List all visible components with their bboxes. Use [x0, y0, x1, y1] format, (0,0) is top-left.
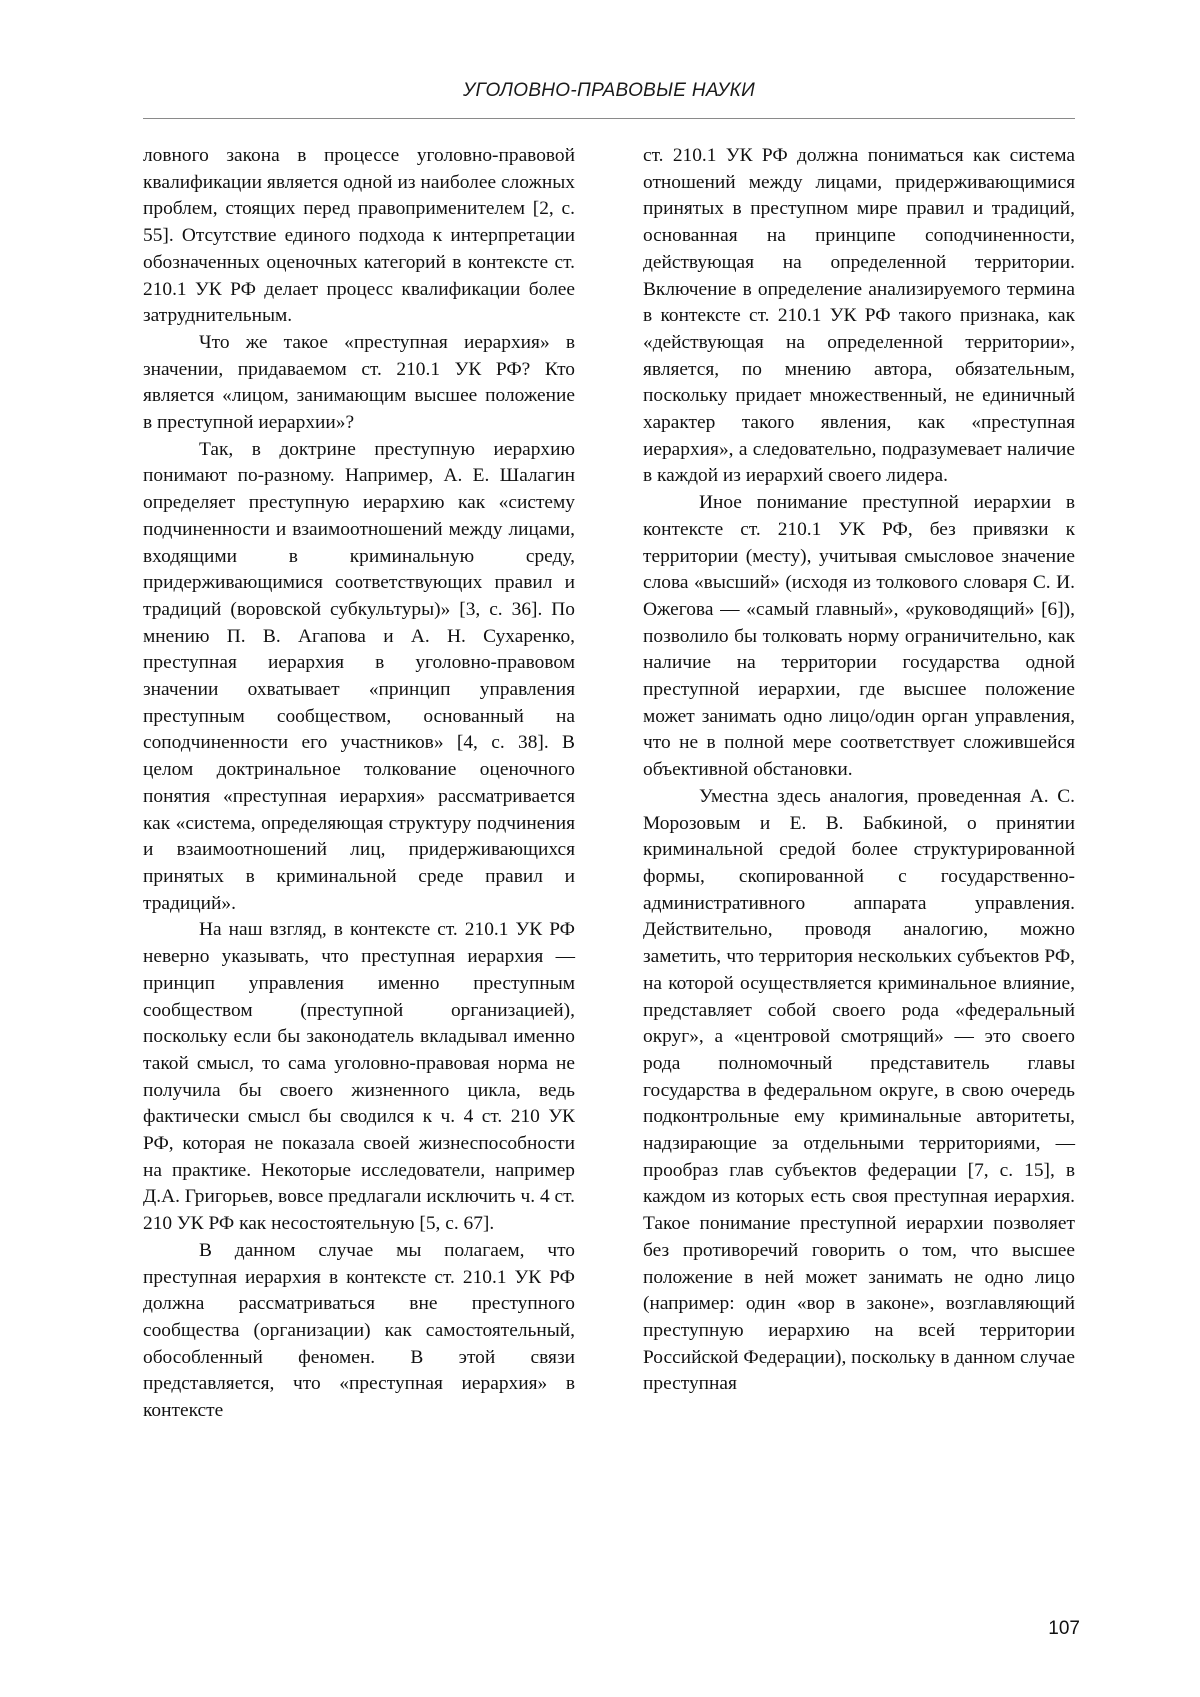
paragraph: ловного закона в процессе уголовно-правовой квалификации является одной из наиболее сложных проблем, стоящих перед правоприменителем [2, с. 55]. Отсутствие единого подхода к интерпретации обозначенных оценочных категорий в контексте ст. 210.1 УК РФ делает процесс квалификации более затруднительным. — [143, 145, 575, 327]
paragraph: В данном случае мы полагаем, что преступная иерархия в контексте ст. 210.1 УК РФ должна рассматриваться вне преступного сообщества (организации) как самостоятельный, обособленный феномен. В этой связи представляется, что «преступная иерархия» в контексте — [143, 1239, 575, 1422]
running-header: УГОЛОВНО-ПРАВОВЫЕ НАУКИ — [463, 80, 755, 101]
paragraph: Что же такое «преступная иерархия» в значении, придаваемом ст. 210.1 УК РФ? Кто является «лицом, занимающим высшее положение в преступной иерархии»? — [143, 331, 575, 434]
paragraph: На наш взгляд, в контексте ст. 210.1 УК РФ неверно указывать, что преступная иерархия — принцип управления именно преступным сообществом (преступной организацией), поскольку если бы законодатель вкладывал именно такой смысл, то сама уголовно-правовая норма не получила бы своего жизненного цикла, ведь фактически смысл бы сводился к ч. 4 ст. 210 УК РФ, которая не показала своей жизнеспособности на практике. Некоторые исследователи, например Д.А. Григорьев, вовсе предлагали исключить ч. 4 ст. 210 УК РФ как несостоятельную [5, с. 67]. — [143, 919, 575, 1235]
paragraph: Уместна здесь аналогия, проведенная А. С. Морозовым и Е. В. Бабкиной, о принятии криминальной средой более структурированной формы, скопированной с государственно-административного аппарата управления. Действительно, проводя аналогию, можно заметить, что территория нескольких субъектов РФ, на которой осуществляется криминальное влияние, представляет собой своего рода «федеральный округ», а «центровой смотрящий» — это своего рода полномочный представитель главы государства в федеральном округе, в свою очередь подконтрольные ему криминальные авторитеты, надзирающие за отдельными территориями, — прообраз глав субъектов федерации [7, с. 15], в каждом из которых есть своя преступная иерархия. Такое понимание преступной иерархии позволяет без противоречий говорить о том, что высшее положение в ней может занимать не одно лицо (например: один «вор в законе», возглавляющий преступную иерархию на всей территории Российской Федерации), поскольку в данном случае преступная — [643, 785, 1075, 1395]
paragraph: Иное понимание преступной иерархии в контексте ст. 210.1 УК РФ, без привязки к территории (месту), учитывая смысловое значение слова «высший» (исходя из толкового словаря С. И. Ожегова — «самый главный», «руководящий» [6]), позволило бы толковать норму ограничительно, как наличие на территории государства одной преступной иерархии, где высшее положение может занимать одно лицо/один орган управления, что не в полной мере соответствует сложившейся объективной обстановки. — [643, 492, 1075, 781]
left-column — [143, 143, 575, 1425]
header-divider — [143, 118, 1075, 119]
page-number: 107 — [1048, 1618, 1080, 1639]
right-column — [643, 143, 1075, 1398]
paragraph: ст. 210.1 УК РФ должна пониматься как система отношений между лицами, придерживающимися принятых в преступном мире правил и традиций, основанная на принципе соподчиненности, действующая на определенной территории. Включение в определение анализируемого термина в контексте ст. 210.1 УК РФ такого признака, как «действующая на определенной территории», является, по мнению автора, обязательным, поскольку придает множественный, не единичный характер такого явления, как «преступная иерархия», а следовательно, подразумевает наличие в каждой из иерархий своего лидера. — [643, 145, 1075, 487]
paragraph: Так, в доктрине преступную иерархию понимают по-разному. Например, А. Е. Шалагин определяет преступную иерархию как «систему подчиненности и взаимоотношений между лицами, входящими в криминальную среду, придерживающимися соответствующих правил и традиций (воровской субкультуры)» [3, с. 36]. По мнению П. В. Агапова и А. Н. Сухаренко, преступная иерархия в уголовно-правовом значении охватывает «принцип управления преступным сообществом, основанный на соподчиненности его участников» [4, с. 38]. В целом доктринальное толкование оценочного понятия «преступная иерархия» рассматривается как «система, определяющая структуру подчинения и взаимоотношений лиц, придерживающихся принятых в криминальной среде правил и традиций». — [143, 438, 575, 914]
